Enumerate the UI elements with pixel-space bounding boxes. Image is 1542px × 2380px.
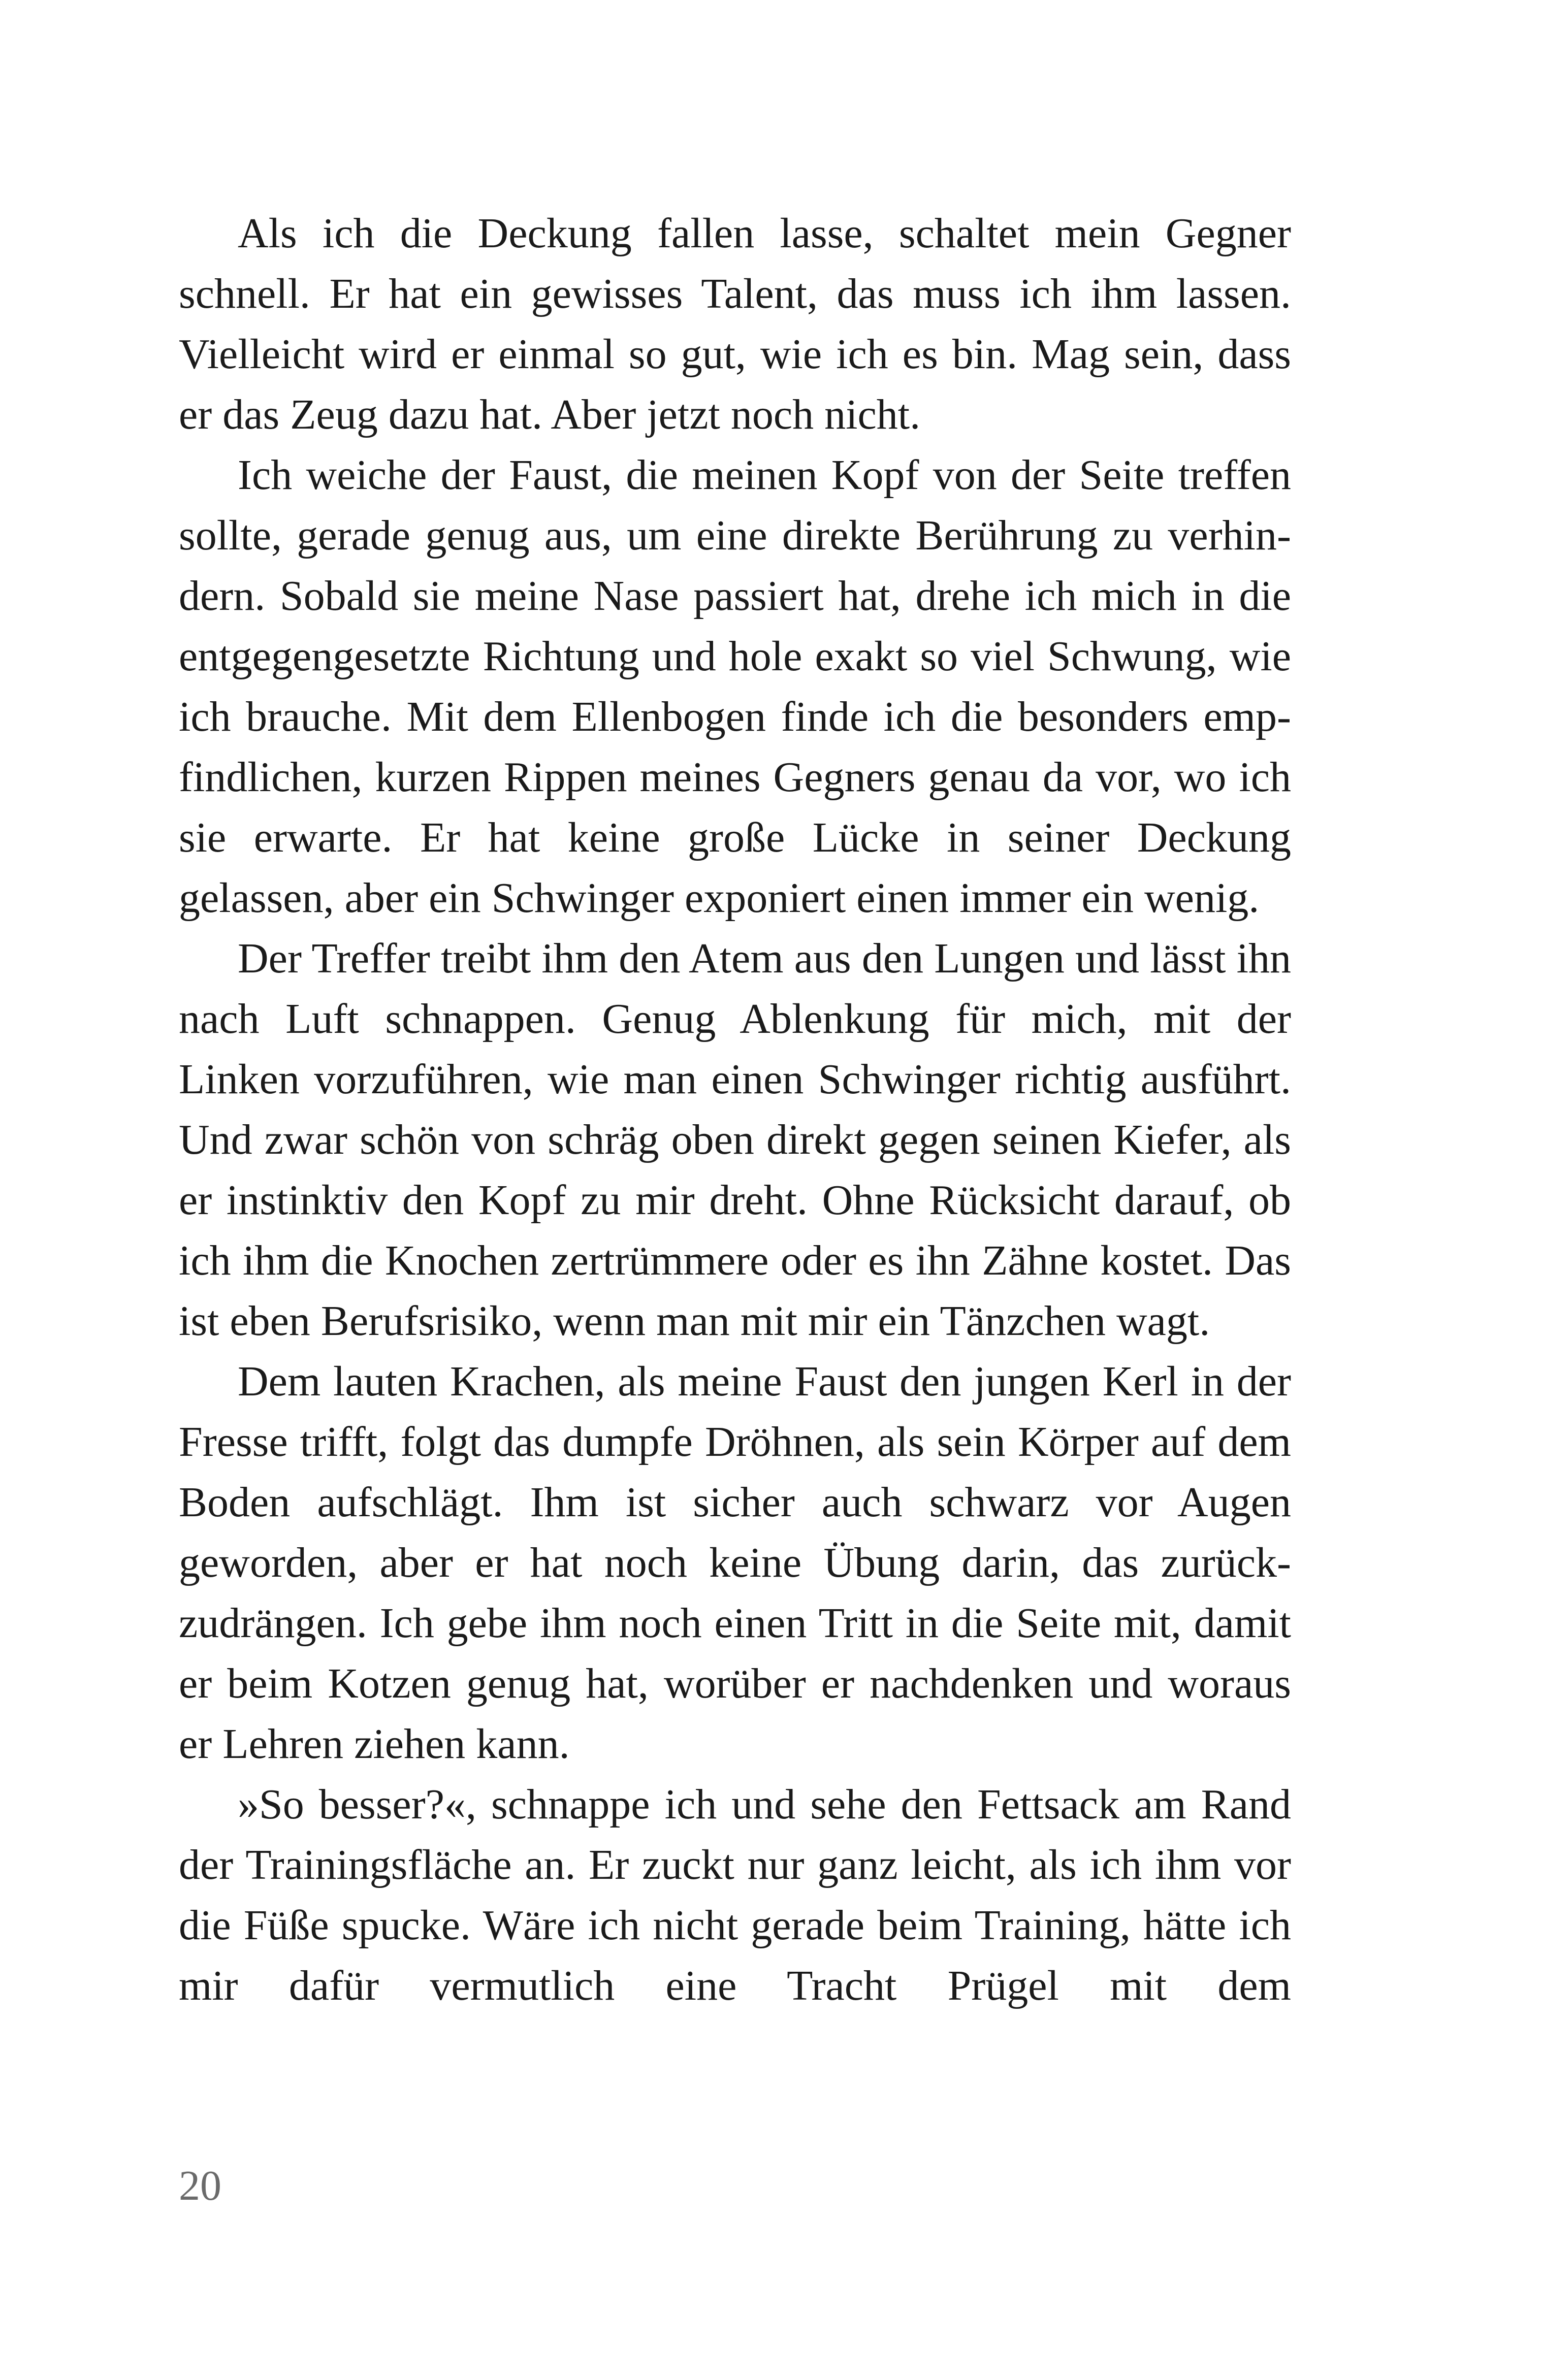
paragraph: »So besser?«, schnappe ich und sehe den Fettsack am Rand der Trainingsfläche an. Er zuckt nur ganz leicht, als ich ihm vor die Füße spucke. Wäre ich nicht gerade beim Training, hätte ich mir dafür vermutlich eine Tracht Prügel mit dem (179, 1781, 1291, 2009)
paragraph: Als ich die Deckung fallen lasse, schaltet mein Gegner schnell. Er hat ein gewisses Talent, das muss ich ihm lassen. Vielleicht wird er einmal so gut, wie ich es bin. Mag sein, dass er das Zeug dazu hat. Aber jetzt noch nicht. (179, 210, 1291, 438)
page-number: 20 (179, 2162, 221, 2209)
paragraph: Ich weiche der Faust, die meinen Kopf von der Seite treffen sollte, gerade genug aus, um eine direkte Berührung zu verhindern. Sobald sie meine Nase passiert hat, drehe ich mich in die entgegengesetzte Richtung und hole exakt so viel Schwung, wie ich brauche. Mit dem Ellenbogen finde ich die besonders empfindlichen, kurzen Rippen meines Gegners genau da vor, wo ich sie erwarte. Er hat keine große Lücke in seiner Deckung gelassen, aber ein Schwinger exponiert einen immer ein wenig. (179, 451, 1291, 922)
body-text (179, 203, 1291, 2016)
paragraph: Dem lauten Krachen, als meine Faust den jungen Kerl in der Fresse trifft, folgt das dumpfe Dröhnen, als sein Körper auf dem Boden aufschlägt. Ihm ist sicher auch schwarz vor Augen geworden, aber er hat noch keine Übung darin, das zurückzudrängen. Ich gebe ihm noch einen Tritt in die Seite mit, damit er beim Kotzen genug hat, worüber er nachdenken und woraus er Lehren ziehen kann. (179, 1358, 1291, 1768)
paragraph: Der Treffer treibt ihm den Atem aus den Lungen und lässt ihn nach Luft schnappen. Genug Ablenkung für mich, mit der Linken vorzuführen, wie man einen Schwinger richtig ausführt. Und zwar schön von schräg oben direkt gegen seinen Kiefer, als er instinktiv den Kopf zu mir dreht. Ohne Rücksicht darauf, ob ich ihm die Knochen zertrümmere oder es ihn Zähne kostet. Das ist eben Berufsrisiko, wenn man mit mir ein Tänzchen wagt. (179, 935, 1291, 1345)
